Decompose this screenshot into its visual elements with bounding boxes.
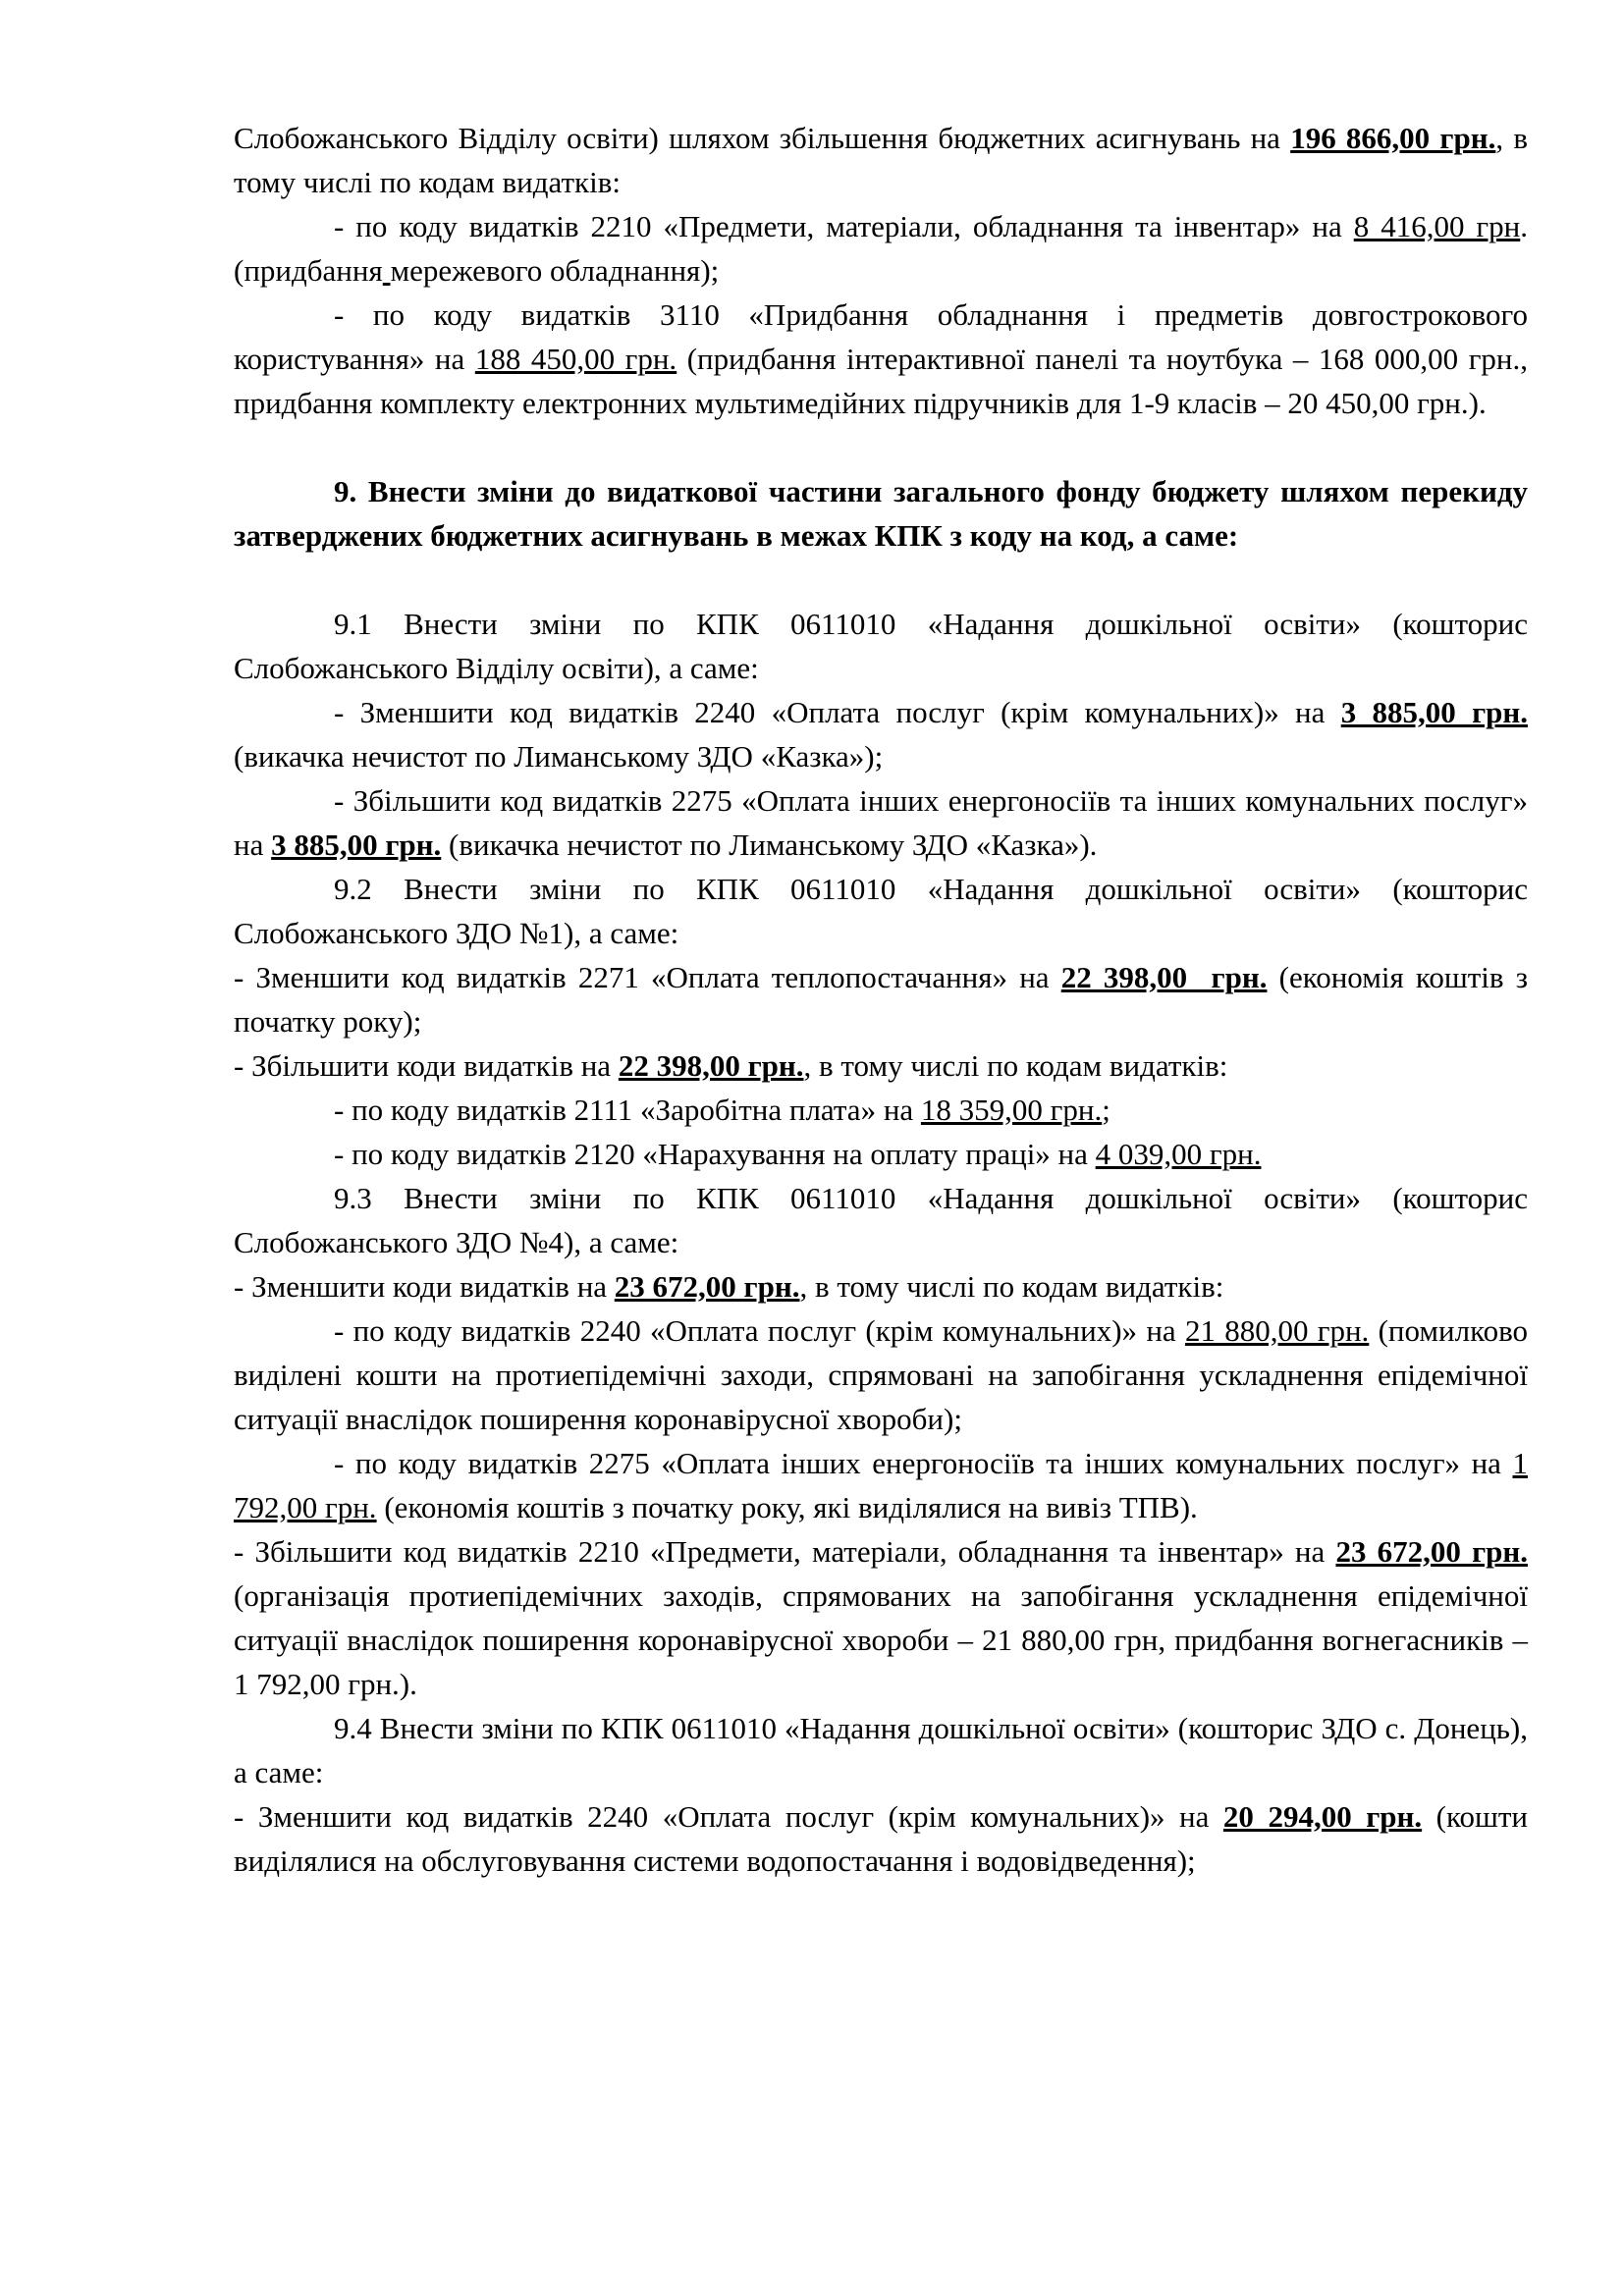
amount-9-4-decrease: 20 294,00 грн.: [1222, 1799, 1423, 1834]
text: мережевого обладнання);: [390, 253, 720, 288]
section-9-2-intro: 9.2 Внести зміни по КПК 0611010 «Надання дошкільної освіти» (кошторис Слобожанського ЗДО №1), а саме:: [234, 872, 1528, 950]
amount-code-2111: 18 359,00 грн.: [920, 1093, 1103, 1127]
amount-code-2210: 8 416,00 грн: [1353, 209, 1521, 243]
amount-9-1-decrease: 3 885,00 грн.: [1340, 695, 1528, 729]
text: - по коду видатків 2210 «Предмети, матеріали, обладнання та інвентар» на: [334, 209, 1354, 243]
text: ;: [1102, 1093, 1110, 1127]
item-code-3110: [234, 293, 1528, 425]
text: - по коду видатків 2120 «Нарахування на оплату праці» на: [334, 1137, 1096, 1171]
section-9-3-intro: 9.3 Внести зміни по КПК 0611010 «Надання дошкільної освіти» (кошторис Слобожанського ЗДО №4), а саме:: [234, 1181, 1528, 1259]
spacer: [234, 558, 1528, 602]
section-9-2-decrease: [234, 955, 1528, 1043]
amount-code-2240: 21 880,00 грн.: [1184, 1313, 1370, 1348]
amount-9-2-decrease: 22 398,00 грн.: [1060, 960, 1268, 994]
text: - Збільшити код видатків 2275 «Оплата інших енергоносіїв та інших комунальних послуг» на: [234, 783, 1528, 862]
amount-code-2275: 1 792,00 грн.: [234, 1446, 1528, 1524]
section-9-1-increase: [234, 778, 1528, 867]
text: (кошти виділялися на обслуговування системи водопостачання і водовідведення);: [234, 1799, 1528, 1878]
text: (придбання інтерактивної панелі та ноутбука – 168 000,00 грн., придбання комплекту електронних мультимедійних підручників для 1-9 класів – 20 450,00 грн.).: [234, 342, 1528, 420]
amount-9-2-increase: 22 398,00 грн.: [618, 1048, 804, 1083]
paragraph-slobozhansky-increase: [234, 116, 1528, 204]
text: , в тому числі по кодам видатків:: [234, 121, 1528, 199]
amount-code-3110: 188 450,00 грн.: [474, 342, 677, 376]
section-9-4-intro: 9.4 Внести зміни по КПК 0611010 «Надання дошкільної освіти» (кошторис ЗДО с. Донець), а саме:: [234, 1711, 1528, 1789]
text: (помилково виділені кошти на протиепідемічні заходи, спрямовані на запобігання ускладнення епідемічної ситуації внаслідок поширення коронавірусної хвороби);: [234, 1313, 1528, 1436]
section-9-2-increase: [234, 1043, 1528, 1088]
spacer: [234, 425, 1528, 469]
section-9-4-decrease: [234, 1794, 1528, 1883]
section-9-1-intro: 9.1 Внести зміни по КПК 0611010 «Надання дошкільної освіти» (кошторис Слобожанського Відділу освіти), а саме:: [234, 607, 1528, 685]
amount-total-increase: 196 866,00 грн.: [1290, 121, 1496, 155]
text: - Зменшити код видатків 2240 «Оплата послуг (крім комунальних)» на: [334, 695, 1341, 729]
section-9-2-item-2111: [234, 1088, 1528, 1132]
text: - Зменшити код видатків 2271 «Оплата теплопостачання» на: [234, 960, 1061, 994]
section-9-3-decrease: [234, 1264, 1528, 1308]
text: - Зменшити коди видатків на: [234, 1269, 615, 1304]
section-9-3-item-2240: [234, 1308, 1528, 1441]
text: (організація протиепідемічних заходів, спрямованих на запобігання ускладнення епідемічної ситуації внаслідок поширення коронавірусної хвороби – 21 880,00 грн, придбання вогнегасників – 1 792,00 грн.).: [234, 1578, 1528, 1701]
text: [383, 253, 391, 288]
text: - по коду видатків 2240 «Оплата послуг (крім комунальних)» на: [334, 1313, 1185, 1348]
text: (викачка нечистот по Лиманському ЗДО «Казка»).: [441, 828, 1098, 862]
text: - Зменшити код видатків 2240 «Оплата послуг (крім комунальних)» на: [234, 1799, 1223, 1834]
text: - Збільшити коди видатків на: [234, 1048, 619, 1083]
amount-code-2120: 4 039,00 грн.: [1095, 1137, 1262, 1171]
section-9-1-decrease: [234, 690, 1528, 778]
section-9-3-increase: [234, 1529, 1528, 1706]
text: (економія коштів з початку року);: [234, 960, 1528, 1039]
section-9-3-item-2275: [234, 1441, 1528, 1529]
amount-9-3-decrease: 23 672,00 грн.: [614, 1269, 800, 1304]
section-9-heading: 9. Внести зміни до видаткової частини загального фонду бюджету шляхом перекиду затверджених бюджетних асигнувань в межах КПК з коду на код, а саме:: [234, 474, 1528, 553]
amount-9-1-increase: 3 885,00 грн.: [271, 828, 442, 862]
text: Слобожанського Відділу освіти) шляхом збільшення бюджетних асигнувань на: [234, 121, 1291, 155]
text: , в тому числі по кодам видатків:: [799, 1269, 1224, 1304]
text: (економія коштів з початку року, які виділялися на вивіз ТПВ).: [376, 1490, 1198, 1524]
section-9-2-item-2120: [234, 1132, 1528, 1176]
text: - по коду видатків 2275 «Оплата інших енергоносіїв та інших комунальних послуг» на: [334, 1446, 1513, 1480]
text: , в тому числі по кодам видатків:: [803, 1048, 1228, 1083]
amount-9-3-increase: 23 672,00 грн.: [1335, 1534, 1528, 1569]
text: . (придбання: [234, 209, 1528, 288]
text: - по коду видатків 2111 «Заробітна плата» на: [334, 1093, 921, 1127]
text: - по коду видатків 3110 «Придбання обладнання і предметів довгострокового користування» на: [234, 297, 1528, 376]
item-code-2210: [234, 204, 1528, 293]
document-page: [234, 116, 1528, 1883]
text: - Збільшити код видатків 2210 «Предмети, матеріали, обладнання та інвентар» на: [234, 1534, 1336, 1569]
text: (викачка нечистот по Лиманському ЗДО «Казка»);: [234, 739, 884, 774]
